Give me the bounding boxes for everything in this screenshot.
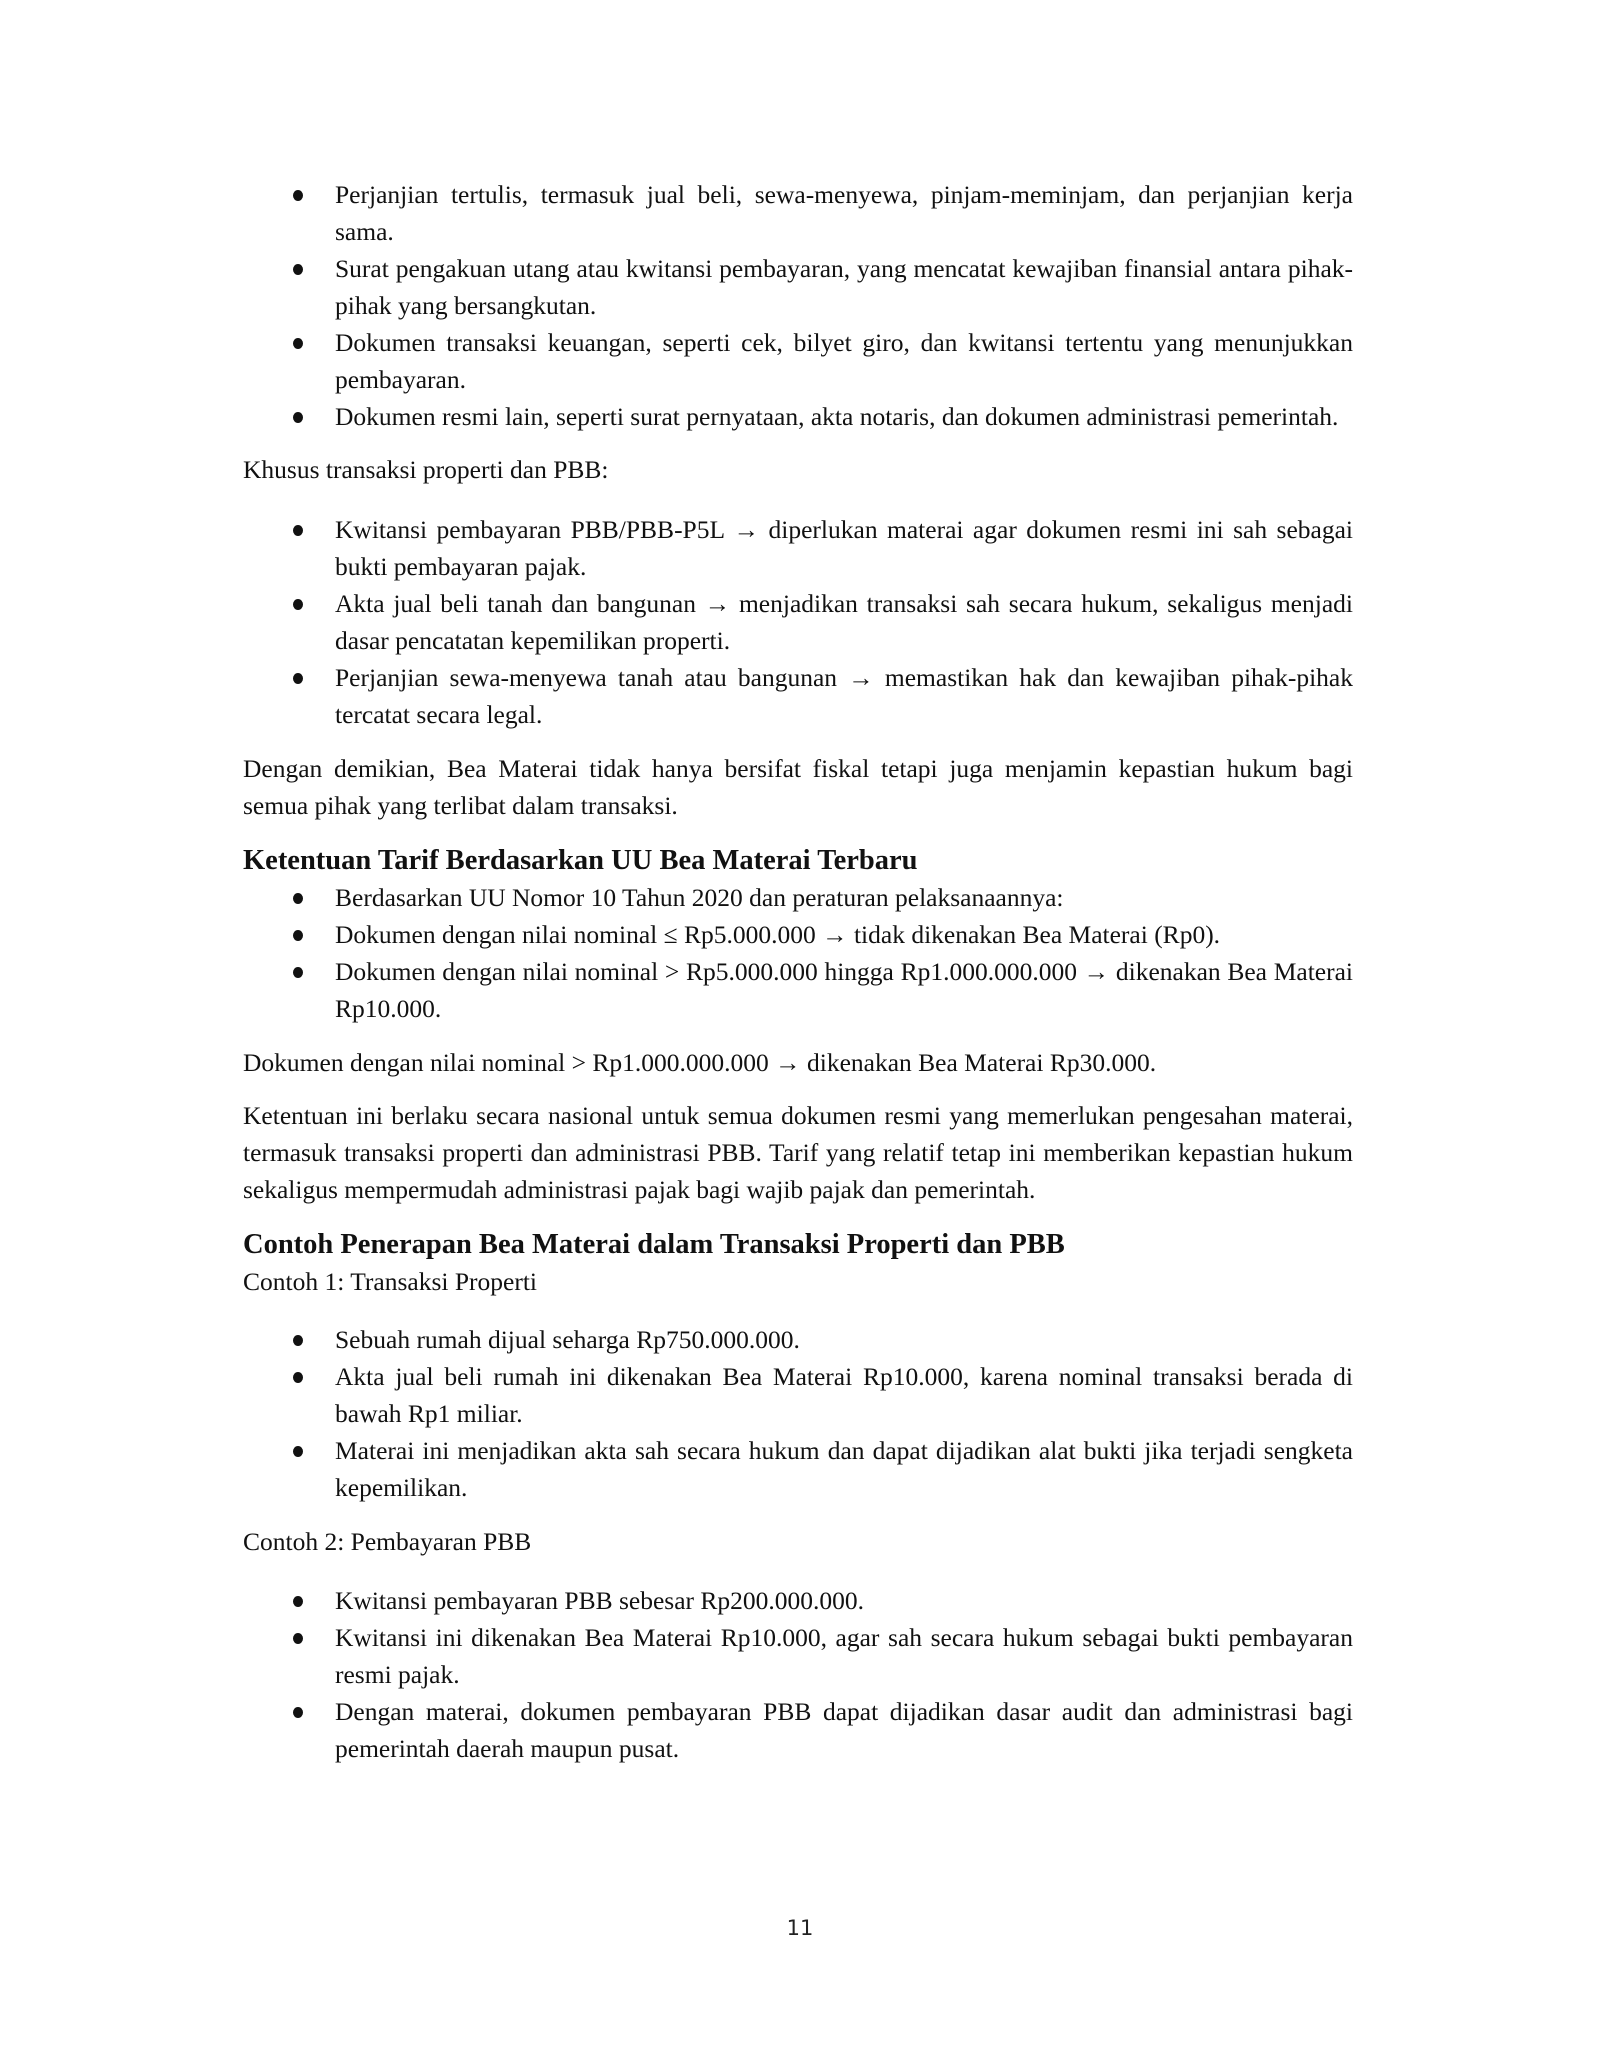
document-page: [243, 176, 1353, 1767]
bullet-icon: [293, 967, 303, 978]
tarif-rule-3: Dokumen dengan nilai nominal > Rp1.000.000.000 → dikenakan Bea Materai Rp30.000.: [243, 1048, 1157, 1077]
bullet-icon: [293, 338, 303, 349]
list-item-text: Surat pengakuan utang atau kwitansi pembayaran, yang mencatat kewajiban finansial antara pihak-pihak yang bersangkutan.: [335, 254, 1353, 320]
list-item: [243, 953, 1353, 1027]
list-item: [243, 585, 1353, 659]
bullet-icon: [293, 930, 303, 941]
list-item-text: Dengan materai, dokumen pembayaran PBB dapat dijadikan dasar audit dan administrasi bagi pemerintah daerah maupun pusat.: [335, 1697, 1353, 1763]
list-item: [243, 1432, 1353, 1506]
conclusion-paragraph: Dengan demikian, Bea Materai tidak hanya bersifat fiskal tetapi juga menjamin kepastian hukum bagi semua pihak yang terlibat dalam transaksi.: [243, 754, 1353, 820]
list-item-text: Akta jual beli tanah dan bangunan → menjadikan transaksi sah secara hukum, sekaligus menjadi dasar pencatatan kepemilikan properti.: [335, 589, 1353, 655]
example2-list: [243, 1582, 1353, 1767]
list-item: [243, 916, 1353, 953]
list-item-text: Kwitansi ini dikenakan Bea Materai Rp10.000, agar sah secara hukum sebagai bukti pembayaran resmi pajak.: [335, 1623, 1353, 1689]
khusus-intro: Khusus transaksi properti dan PBB:: [243, 455, 609, 484]
section-heading-contoh: Contoh Penerapan Bea Materai dalam Transaksi Properti dan PBB: [243, 1229, 1065, 1260]
list-item-text: Dokumen transaksi keuangan, seperti cek, bilyet giro, dan kwitansi tertentu yang menunjukkan pembayaran.: [335, 328, 1353, 394]
page-number: 11: [786, 1916, 814, 1940]
list-item: [243, 1619, 1353, 1693]
list-item-text: Akta jual beli rumah ini dikenakan Bea Materai Rp10.000, karena nominal transaksi berada di bawah Rp1 miliar.: [335, 1362, 1353, 1428]
list-item: [243, 659, 1353, 733]
bullet-icon: [293, 1446, 303, 1457]
bullet-icon: [293, 1596, 303, 1607]
list-item-text: Sebuah rumah dijual seharga Rp750.000.000.: [335, 1325, 800, 1354]
list-item: [243, 176, 1353, 250]
bullet-icon: [293, 190, 303, 201]
list-item: [243, 324, 1353, 398]
list-item-text: Dokumen resmi lain, seperti surat pernyataan, akta notaris, dan dokumen administrasi pemerintah.: [335, 402, 1339, 431]
section-heading-tarif: Ketentuan Tarif Berdasarkan UU Bea Materai Terbaru: [243, 845, 918, 876]
list-item: [243, 511, 1353, 585]
list-item-text: Dokumen dengan nilai nominal ≤ Rp5.000.000 → tidak dikenakan Bea Materai (Rp0).: [335, 920, 1221, 949]
bullet-icon: [293, 893, 303, 904]
list-item: [243, 250, 1353, 324]
bullet-icon: [293, 1335, 303, 1346]
bullet-icon: [293, 599, 303, 610]
list-item-text: Berdasarkan UU Nomor 10 Tahun 2020 dan peraturan pelaksanaannya:: [335, 883, 1064, 912]
list-item: [243, 1358, 1353, 1432]
property-pbb-list: [243, 511, 1353, 733]
list-item-text: Kwitansi pembayaran PBB sebesar Rp200.000.000.: [335, 1586, 865, 1615]
bullet-icon: [293, 264, 303, 275]
bullet-icon: [293, 1707, 303, 1718]
list-item: [243, 1321, 1353, 1358]
tarif-paragraph: Ketentuan ini berlaku secara nasional untuk semua dokumen resmi yang memerlukan pengesahan materai, termasuk transaksi properti dan administrasi PBB. Tarif yang relatif tetap ini memberikan kepastian hukum sekaligus mempermudah administrasi pajak bagi wajib pajak dan pemerintah.: [243, 1101, 1353, 1204]
list-item-text: Perjanjian sewa-menyewa tanah atau bangunan → memastikan hak dan kewajiban pihak-pihak tercatat secara legal.: [335, 663, 1353, 729]
example2-title: Contoh 2: Pembayaran PBB: [243, 1527, 532, 1556]
document-types-list: [243, 176, 1353, 435]
list-item: [243, 398, 1353, 435]
list-item-text: Dokumen dengan nilai nominal > Rp5.000.000 hingga Rp1.000.000.000 → dikenakan Bea Materai Rp10.000.: [335, 957, 1353, 1023]
list-item: [243, 1582, 1353, 1619]
list-item-text: Kwitansi pembayaran PBB/PBB-P5L → diperlukan materai agar dokumen resmi ini sah sebagai bukti pembayaran pajak.: [335, 515, 1353, 581]
bullet-icon: [293, 673, 303, 684]
list-item-text: Materai ini menjadikan akta sah secara hukum dan dapat dijadikan alat bukti jika terjadi sengketa kepemilikan.: [335, 1436, 1353, 1502]
example1-title: Contoh 1: Transaksi Properti: [243, 1267, 537, 1296]
tarif-list: [243, 879, 1353, 1027]
bullet-icon: [293, 525, 303, 536]
list-item: [243, 1693, 1353, 1767]
example1-list: [243, 1321, 1353, 1506]
bullet-icon: [293, 412, 303, 423]
bullet-icon: [293, 1372, 303, 1383]
list-item-text: Perjanjian tertulis, termasuk jual beli, sewa-menyewa, pinjam-meminjam, dan perjanjian kerja sama.: [335, 180, 1353, 246]
bullet-icon: [293, 1633, 303, 1644]
list-item: [243, 879, 1353, 916]
